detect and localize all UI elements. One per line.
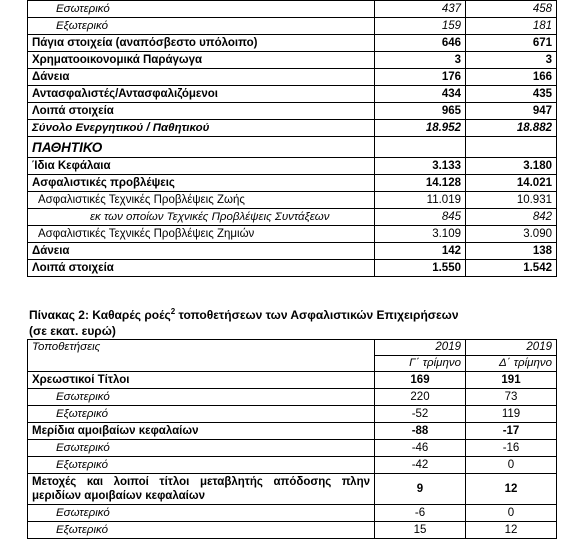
row-label: Μερίδια αμοιβαίων κεφαλαίων [28, 423, 375, 440]
row-value-q3: -6 [375, 505, 466, 522]
row-label: εκ των οποίων Τεχνικές Προβλέψεις Συντάξεων [28, 209, 375, 226]
row-value-q3: 169 [375, 372, 466, 389]
header-col2-quarter: Δ΄ τρίμηνο [466, 356, 557, 372]
row-label: Λοιπά στοιχεία [28, 260, 375, 277]
row-value-col1: 646 [375, 35, 466, 52]
row-value-col2: 435 [466, 86, 557, 103]
row-label: Σύνολο Ενεργητικού / Παθητικού [28, 120, 375, 137]
table-row [28, 389, 557, 406]
header-label: Τοποθετήσεις [28, 340, 375, 372]
table-row [28, 226, 557, 243]
row-label: Δάνεια [28, 243, 375, 260]
row-label: Εξωτερικό [28, 457, 375, 474]
table-row [28, 243, 557, 260]
row-value-col2: 18.882 [466, 120, 557, 137]
row-label: Ίδια Κεφάλαια [28, 158, 375, 175]
row-value-col2: 671 [466, 35, 557, 52]
row-value-q4: 0 [466, 457, 557, 474]
row-value-col2: 10.931 [466, 192, 557, 209]
row-value-col1: 18.952 [375, 120, 466, 137]
row-value-col1: 159 [375, 18, 466, 35]
table-row [28, 209, 557, 226]
row-value-col2: 3.180 [466, 158, 557, 175]
row-value-col2 [466, 137, 557, 158]
row-value-q3: 9 [375, 474, 466, 505]
row-label: Εσωτερικό [28, 440, 375, 457]
net-flows-table [27, 339, 557, 539]
row-value-col2: 458 [466, 1, 557, 18]
table-row [28, 158, 557, 175]
table-row [28, 474, 557, 505]
row-value-col2: 138 [466, 243, 557, 260]
table-row [28, 52, 557, 69]
table2-caption [29, 304, 459, 339]
table-row [28, 175, 557, 192]
row-value-col2: 3 [466, 52, 557, 69]
row-label: Πάγια στοιχεία (αναπόσβεστο υπόλοιπο) [28, 35, 375, 52]
row-value-col2: 14.021 [466, 175, 557, 192]
table-row [28, 137, 557, 158]
header-col1-quarter: Γ΄ τρίμηνο [375, 356, 466, 372]
row-value-q3: -52 [375, 406, 466, 423]
header-col1-year: 2019 [375, 340, 466, 356]
row-value-col1: 3.133 [375, 158, 466, 175]
row-value-col1: 845 [375, 209, 466, 226]
row-label: Εξωτερικό [28, 406, 375, 423]
row-value-col1: 3 [375, 52, 466, 69]
row-value-q3: -46 [375, 440, 466, 457]
row-label: Αντασφαλιστές/Αντασφαλιζόμενοι [28, 86, 375, 103]
row-value-col1: 1.550 [375, 260, 466, 277]
table-row [28, 522, 557, 539]
table2-header-row [28, 340, 557, 356]
row-value-col2: 181 [466, 18, 557, 35]
row-label: Μετοχές και λοιποί τίτλοι μεταβλητής απόδοσης πλην μεριδίων αμοιβαίων κεφαλαίων [28, 474, 375, 505]
row-value-col1: 437 [375, 1, 466, 18]
row-label: ΠΑΘΗΤΙΚΟ [28, 137, 375, 158]
row-label: Εσωτερικό [28, 1, 375, 18]
row-value-col2: 3.090 [466, 226, 557, 243]
caption-units: (σε εκατ. ευρώ) [29, 324, 116, 338]
row-value-q4: 12 [466, 474, 557, 505]
table-row [28, 192, 557, 209]
row-value-col2: 947 [466, 103, 557, 120]
row-value-q4: -17 [466, 423, 557, 440]
table-row [28, 406, 557, 423]
table-row [28, 372, 557, 389]
row-value-q3: 220 [375, 389, 466, 406]
row-label: Ασφαλιστικές Τεχνικές Προβλέψεις Ζωής [28, 192, 375, 209]
row-value-col1: 14.128 [375, 175, 466, 192]
header-col2-year: 2019 [466, 340, 557, 356]
row-value-col2: 166 [466, 69, 557, 86]
row-label: Δάνεια [28, 69, 375, 86]
row-value-col1: 11.019 [375, 192, 466, 209]
table-row [28, 423, 557, 440]
row-label: Χρηματοοικονομικά Παράγωγα [28, 52, 375, 69]
row-value-q4: -16 [466, 440, 557, 457]
row-value-col2: 842 [466, 209, 557, 226]
row-value-q4: 73 [466, 389, 557, 406]
row-value-col1 [375, 137, 466, 158]
row-value-q3: -42 [375, 457, 466, 474]
row-value-col1: 434 [375, 86, 466, 103]
row-value-q3: -88 [375, 423, 466, 440]
caption-title: Πίνακας 2: Καθαρές ροές [29, 308, 171, 322]
row-value-q4: 0 [466, 505, 557, 522]
table-row [28, 457, 557, 474]
caption-footnote-mark: 2 [170, 307, 176, 316]
row-label: Εξωτερικό [28, 522, 375, 539]
row-value-q4: 119 [466, 406, 557, 423]
table-row [28, 440, 557, 457]
row-label: Χρεωστικοί Τίτλοι [28, 372, 375, 389]
caption-title-rest: τοποθετήσεων των Ασφαλιστικών Επιχειρήσεων [175, 308, 459, 322]
table-row [28, 1, 557, 18]
row-value-col1: 3.109 [375, 226, 466, 243]
row-label: Λοιπά στοιχεία [28, 103, 375, 120]
row-label: Εξωτερικό [28, 18, 375, 35]
table-row [28, 505, 557, 522]
row-value-col1: 142 [375, 243, 466, 260]
row-label: Ασφαλιστικές Τεχνικές Προβλέψεις Ζημιών [28, 226, 375, 243]
row-value-q3: 15 [375, 522, 466, 539]
row-label: Εσωτερικό [28, 505, 375, 522]
row-value-q4: 191 [466, 372, 557, 389]
row-value-col1: 176 [375, 69, 466, 86]
table-row [28, 69, 557, 86]
table-row [28, 35, 557, 52]
row-label: Ασφαλιστικές προβλέψεις [28, 175, 375, 192]
row-label: Εσωτερικό [28, 389, 375, 406]
row-value-col2: 1.542 [466, 260, 557, 277]
table-row [28, 260, 557, 277]
row-value-col1: 965 [375, 103, 466, 120]
table-row [28, 18, 557, 35]
table-row [28, 103, 557, 120]
assets-liabilities-table [27, 0, 557, 277]
row-value-q4: 12 [466, 522, 557, 539]
table-row [28, 120, 557, 137]
table-row [28, 86, 557, 103]
